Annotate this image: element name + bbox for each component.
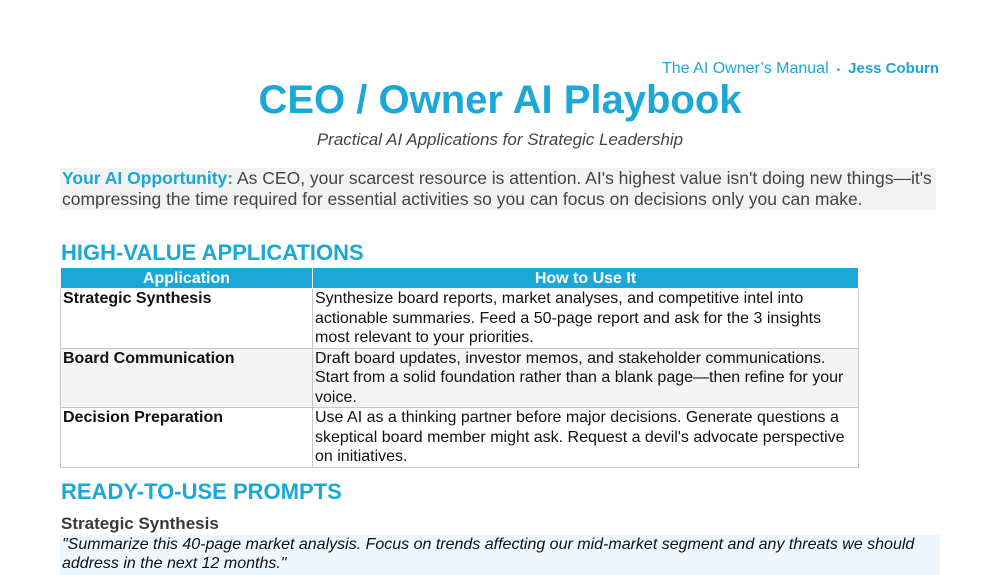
document-header bbox=[662, 60, 939, 78]
application-name: Board Communication bbox=[61, 348, 313, 408]
application-description: Use AI as a thinking partner before major decisions. Generate questions a skeptical board member might ask. Request a devil's advocate perspective on initiatives. bbox=[313, 408, 859, 468]
page-title: CEO / Owner AI Playbook bbox=[258, 78, 742, 122]
page-subtitle: Practical AI Applications for Strategic Leadership bbox=[316, 130, 684, 149]
column-header-how: How to Use It bbox=[313, 268, 859, 289]
applications-table bbox=[60, 267, 859, 468]
prompt-title: Strategic Synthesis bbox=[61, 514, 219, 533]
application-name: Strategic Synthesis bbox=[61, 289, 313, 349]
table-row bbox=[61, 289, 859, 349]
opportunity-callout bbox=[60, 168, 936, 210]
prompts-heading: READY-TO-USE PROMPTS bbox=[61, 479, 342, 504]
opportunity-label: Your AI Opportunity: bbox=[62, 168, 234, 188]
applications-heading: HIGH-VALUE APPLICATIONS bbox=[61, 240, 364, 265]
separator-dot: • bbox=[836, 65, 841, 76]
opportunity-text: As CEO, your scarcest resource is attention. AI's highest value isn't doing new things—it's compressing the time required for essential activities so you can focus on decisions only you can make. bbox=[62, 168, 932, 209]
application-description: Draft board updates, investor memos, and stakeholder communications. Start from a solid foundation rather than a blank page—then refine for your voice. bbox=[313, 348, 859, 408]
table-row bbox=[61, 408, 859, 468]
table-header-row bbox=[61, 268, 859, 289]
manual-title: The AI Owner’s Manual bbox=[662, 60, 829, 77]
table-row bbox=[61, 348, 859, 408]
author-name: Jess Coburn bbox=[848, 60, 939, 77]
prompt-text: "Summarize this 40-page market analysis. Focus on trends affecting our mid-market segment and any threats we should address in the next 12 months." bbox=[60, 535, 940, 575]
column-header-application: Application bbox=[61, 268, 313, 289]
application-description: Synthesize board reports, market analyses, and competitive intel into actionable summaries. Feed a 50-page report and ask for the 3 insights most relevant to your priorities. bbox=[313, 289, 859, 349]
application-name: Decision Preparation bbox=[61, 408, 313, 468]
